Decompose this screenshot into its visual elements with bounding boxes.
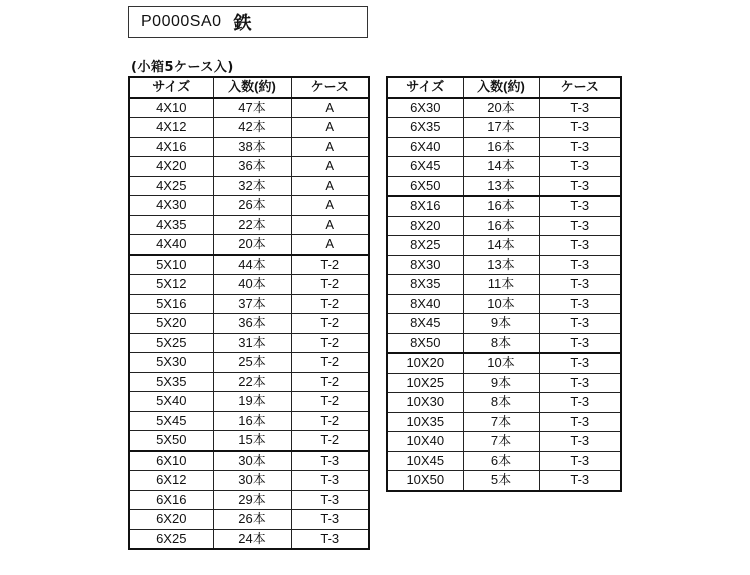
cell-size: 6X35 [387, 118, 463, 138]
cell-quantity: 25本 [213, 353, 291, 373]
cell-size: 8X30 [387, 255, 463, 275]
cell-size: 10X35 [387, 412, 463, 432]
header-quantity: 入数(約) [213, 77, 291, 98]
cell-size: 4X12 [129, 118, 213, 138]
size-table-left [128, 76, 370, 550]
table-row [129, 137, 369, 157]
cell-case: T-3 [291, 510, 369, 530]
cell-case: T-3 [291, 471, 369, 491]
table-row [387, 373, 621, 393]
table-row [129, 529, 369, 549]
table-row [387, 157, 621, 177]
cell-case: T-2 [291, 431, 369, 451]
cell-size: 8X40 [387, 294, 463, 314]
cell-case: T-3 [539, 471, 621, 491]
table-row [129, 176, 369, 196]
cell-quantity: 36本 [213, 314, 291, 334]
table-row [387, 393, 621, 413]
table-row [387, 353, 621, 373]
cell-size: 5X30 [129, 353, 213, 373]
cell-size: 10X50 [387, 471, 463, 491]
cell-quantity: 20本 [463, 98, 539, 118]
table-row [387, 314, 621, 334]
cell-quantity: 30本 [213, 471, 291, 491]
cell-case: T-3 [539, 393, 621, 413]
cell-case: T-2 [291, 275, 369, 295]
table-row [129, 353, 369, 373]
header-size: サイズ [387, 77, 463, 98]
table-row [129, 196, 369, 216]
cell-quantity: 7本 [463, 412, 539, 432]
cell-quantity: 31本 [213, 333, 291, 353]
cell-case: T-3 [539, 412, 621, 432]
table-row [387, 432, 621, 452]
table-row [387, 176, 621, 196]
cell-case: A [291, 235, 369, 255]
cell-size: 8X45 [387, 314, 463, 334]
cell-case: T-3 [539, 216, 621, 236]
table-row [129, 372, 369, 392]
table-row [129, 215, 369, 235]
cell-size: 10X30 [387, 393, 463, 413]
cell-quantity: 30本 [213, 451, 291, 471]
cell-case: T-3 [539, 333, 621, 353]
cell-quantity: 29本 [213, 490, 291, 510]
cell-case: T-3 [539, 137, 621, 157]
cell-size: 6X50 [387, 176, 463, 196]
cell-quantity: 8本 [463, 333, 539, 353]
cell-size: 5X16 [129, 294, 213, 314]
cell-case: T-2 [291, 392, 369, 412]
cell-size: 4X40 [129, 235, 213, 255]
header-case: ケース [539, 77, 621, 98]
cell-quantity: 16本 [213, 411, 291, 431]
cell-case: T-3 [539, 451, 621, 471]
cell-quantity: 5本 [463, 471, 539, 491]
table-row [129, 490, 369, 510]
cell-quantity: 16本 [463, 196, 539, 216]
cell-size: 5X20 [129, 314, 213, 334]
table-row [387, 118, 621, 138]
material-label: 鉄 [233, 13, 252, 34]
cell-size: 8X35 [387, 275, 463, 295]
cell-case: T-2 [291, 255, 369, 275]
cell-quantity: 22本 [213, 215, 291, 235]
right-table-body [387, 98, 621, 491]
cell-size: 6X20 [129, 510, 213, 530]
header-size: サイズ [129, 77, 213, 98]
cell-case: T-3 [539, 196, 621, 216]
table-row [387, 216, 621, 236]
cell-case: A [291, 157, 369, 177]
cell-size: 10X40 [387, 432, 463, 452]
table-row [387, 294, 621, 314]
cell-quantity: 11本 [463, 275, 539, 295]
table-row [129, 451, 369, 471]
table-row [129, 314, 369, 334]
cell-quantity: 42本 [213, 118, 291, 138]
cell-quantity: 13本 [463, 255, 539, 275]
cell-case: T-3 [539, 236, 621, 256]
cell-quantity: 14本 [463, 157, 539, 177]
cell-size: 6X16 [129, 490, 213, 510]
cell-case: T-3 [539, 98, 621, 118]
left-table-body [129, 98, 369, 550]
cell-quantity: 16本 [463, 137, 539, 157]
cell-quantity: 22本 [213, 372, 291, 392]
table-header-row [387, 77, 621, 98]
cell-case: A [291, 215, 369, 235]
cell-quantity: 15本 [213, 431, 291, 451]
header-case: ケース [291, 77, 369, 98]
cell-case: T-3 [291, 451, 369, 471]
table-header-row [129, 77, 369, 98]
cell-quantity: 40本 [213, 275, 291, 295]
cell-size: 5X50 [129, 431, 213, 451]
cell-quantity: 9本 [463, 373, 539, 393]
cell-case: T-2 [291, 372, 369, 392]
cell-case: T-3 [539, 118, 621, 138]
table-row [387, 255, 621, 275]
cell-size: 8X25 [387, 236, 463, 256]
cell-case: T-2 [291, 333, 369, 353]
table-row [387, 137, 621, 157]
cell-quantity: 13本 [463, 176, 539, 196]
cell-case: T-3 [539, 275, 621, 295]
table-row [387, 196, 621, 216]
cell-size: 6X30 [387, 98, 463, 118]
cell-case: T-3 [539, 294, 621, 314]
table-row [387, 471, 621, 491]
cell-size: 5X25 [129, 333, 213, 353]
cell-size: 8X20 [387, 216, 463, 236]
table-row [129, 294, 369, 314]
cell-size: 6X45 [387, 157, 463, 177]
table-row [129, 118, 369, 138]
cell-quantity: 26本 [213, 196, 291, 216]
table-row [129, 471, 369, 491]
cell-quantity: 24本 [213, 529, 291, 549]
table-row [129, 411, 369, 431]
cell-size: 4X16 [129, 137, 213, 157]
cell-size: 6X25 [129, 529, 213, 549]
cell-case: T-3 [539, 373, 621, 393]
cell-quantity: 8本 [463, 393, 539, 413]
table-row [129, 333, 369, 353]
cell-quantity: 37本 [213, 294, 291, 314]
cell-size: 5X12 [129, 275, 213, 295]
table-row [129, 255, 369, 275]
cell-quantity: 17本 [463, 118, 539, 138]
table-row [129, 431, 369, 451]
table-row [387, 412, 621, 432]
cell-case: T-3 [539, 255, 621, 275]
cell-size: 5X10 [129, 255, 213, 275]
cell-quantity: 7本 [463, 432, 539, 452]
table-row [387, 333, 621, 353]
product-code: P0000SA0 [141, 13, 222, 30]
cell-quantity: 26本 [213, 510, 291, 530]
cell-case: T-3 [539, 353, 621, 373]
cell-size: 8X50 [387, 333, 463, 353]
cell-size: 5X35 [129, 372, 213, 392]
cell-case: T-3 [539, 314, 621, 334]
cell-quantity: 44本 [213, 255, 291, 275]
cell-case: A [291, 176, 369, 196]
table-row [129, 510, 369, 530]
cell-case: T-2 [291, 314, 369, 334]
cell-quantity: 32本 [213, 176, 291, 196]
table-row [387, 236, 621, 256]
cell-size: 8X16 [387, 196, 463, 216]
cell-quantity: 6本 [463, 451, 539, 471]
cell-size: 10X45 [387, 451, 463, 471]
cell-quantity: 10本 [463, 353, 539, 373]
table-row [387, 275, 621, 295]
cell-case: T-2 [291, 411, 369, 431]
cell-size: 6X12 [129, 471, 213, 491]
cell-size: 4X10 [129, 98, 213, 118]
cell-quantity: 16本 [463, 216, 539, 236]
cell-size: 4X20 [129, 157, 213, 177]
table-row [387, 451, 621, 471]
cell-case: T-3 [291, 529, 369, 549]
cell-quantity: 19本 [213, 392, 291, 412]
cell-size: 4X30 [129, 196, 213, 216]
cell-size: 10X20 [387, 353, 463, 373]
cell-quantity: 9本 [463, 314, 539, 334]
header-quantity: 入数(約) [463, 77, 539, 98]
cell-case: T-3 [539, 176, 621, 196]
cell-quantity: 38本 [213, 137, 291, 157]
packaging-note: (小箱5ケース入) [131, 60, 234, 75]
cell-case: T-3 [291, 490, 369, 510]
cell-size: 10X25 [387, 373, 463, 393]
cell-case: A [291, 98, 369, 118]
cell-size: 4X25 [129, 176, 213, 196]
cell-quantity: 36本 [213, 157, 291, 177]
cell-quantity: 14本 [463, 236, 539, 256]
cell-size: 4X35 [129, 215, 213, 235]
cell-case: T-2 [291, 294, 369, 314]
table-row [129, 235, 369, 255]
cell-case: A [291, 196, 369, 216]
cell-size: 6X40 [387, 137, 463, 157]
cell-size: 5X40 [129, 392, 213, 412]
table-row [387, 98, 621, 118]
cell-case: T-3 [539, 157, 621, 177]
table-row [129, 275, 369, 295]
table-row [129, 157, 369, 177]
cell-case: T-3 [539, 432, 621, 452]
cell-quantity: 20本 [213, 235, 291, 255]
cell-quantity: 10本 [463, 294, 539, 314]
cell-quantity: 47本 [213, 98, 291, 118]
cell-size: 5X45 [129, 411, 213, 431]
table-row [129, 98, 369, 118]
size-table-right [386, 76, 622, 492]
cell-size: 6X10 [129, 451, 213, 471]
cell-case: A [291, 118, 369, 138]
title-box [128, 6, 368, 38]
cell-case: A [291, 137, 369, 157]
table-row [129, 392, 369, 412]
cell-case: T-2 [291, 353, 369, 373]
